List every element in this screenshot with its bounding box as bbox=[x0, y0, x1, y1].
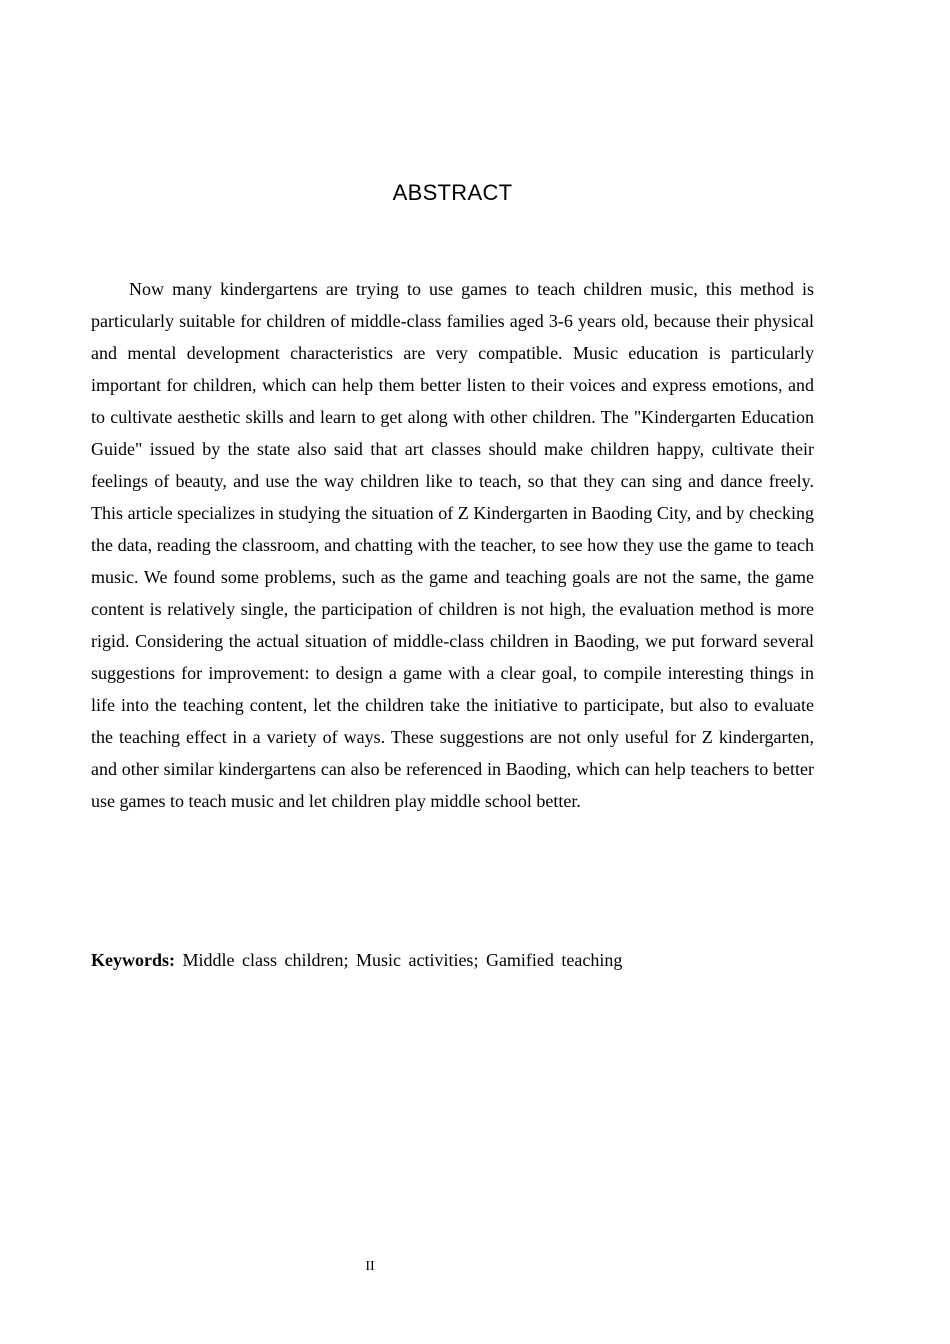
keywords-line bbox=[91, 944, 814, 976]
page-number: II bbox=[365, 1259, 375, 1274]
abstract-title: ABSTRACT bbox=[392, 180, 513, 205]
keywords-label: Keywords: bbox=[91, 950, 175, 970]
abstract-body: Now many kindergartens are trying to use games to teach children music, this method is particularly suitable for children of middle-class families aged 3-6 years old, because their physical and mental development characteristics are very compatible. Music education is particularly important for children, which can help them better listen to their voices and express emotions, and to cultivate aesthetic skills and learn to get along with other children. The "Kindergarten Education Guide" issued by the state also said that art classes should make children happy, cultivate their feelings of beauty, and use the way children like to teach, so that they can sing and dance freely. This article specializes in studying the situation of Z Kindergarten in Baoding City, and by checking the data, reading the classroom, and chatting with the teacher, to see how they use the game to teach music. We found some problems, such as the game and teaching goals are not the same, the game content is relatively single, the participation of children is not high, the evaluation method is more rigid. Considering the actual situation of middle-class children in Baoding, we put forward several suggestions for improvement: to design a game with a clear goal, to compile interesting things in life into the teaching content, let the children take the initiative to participate, but also to evaluate the teaching effect in a variety of ways. These suggestions are not only useful for Z kindergarten, and other similar kindergartens can also be referenced in Baoding, which can help teachers to better use games to teach music and let children play middle school better. bbox=[91, 279, 814, 811]
keywords-text: Middle class children; Music activities; Gamified teaching bbox=[182, 950, 623, 970]
